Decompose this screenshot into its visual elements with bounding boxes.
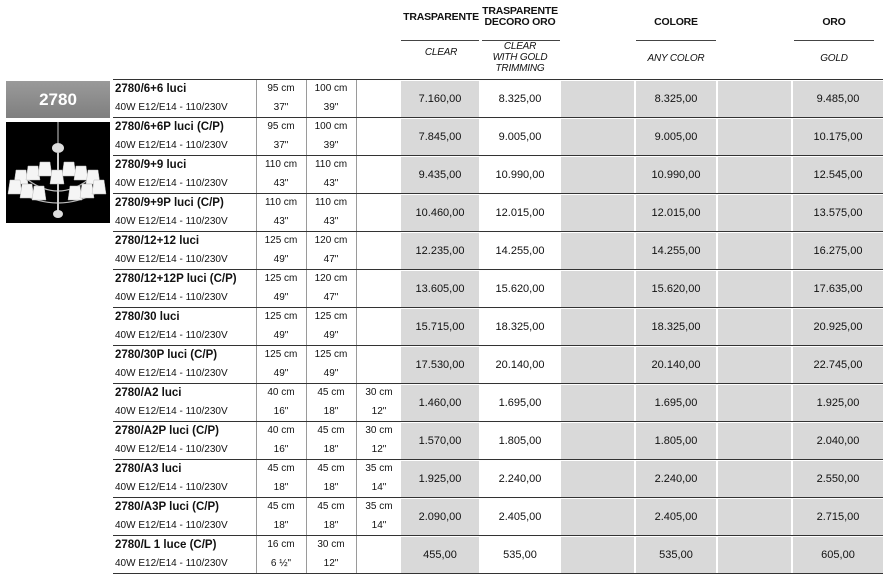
lamp-spec: 40W E12/E14 - 110/230V [115,444,228,455]
depth-in: 12" [371,444,387,455]
column-divider [306,384,307,422]
model-name: 2780/12+12P luci (C/P) [115,273,237,285]
depth-in: 14" [371,482,387,493]
diameter-in: 49" [273,330,289,341]
table-row [113,384,883,422]
column-divider [356,346,357,384]
col-subheader-clear: CLEAR [424,47,458,58]
price-color: 1.805,00 [636,423,716,459]
table-row [113,308,883,346]
price-color: 1.695,00 [636,385,716,421]
column-divider [256,194,257,232]
height-cm: 100 cm [314,83,348,94]
column-divider [306,422,307,460]
blank-cell [561,423,634,459]
table-row [113,422,883,460]
blank-cell [718,385,791,421]
col-subheader-clear-gold: CLEAR WITH GOLD TRIMMING [492,41,548,74]
blank-cell [718,271,791,307]
diameter-in: 49" [273,368,289,379]
depth-in: 12" [371,406,387,417]
model-name: 2780/9+9P luci (C/P) [115,197,224,209]
blank-cell [718,309,791,345]
price-clear-gold: 12.015,00 [481,195,559,231]
col-header-gold: ORO [822,16,846,28]
diameter-in: 16" [273,444,289,455]
column-divider [356,80,357,118]
price-gold: 12.545,00 [793,157,883,193]
column-divider [256,270,257,308]
column-divider [256,156,257,194]
price-clear-gold: 10.990,00 [481,157,559,193]
height-cm: 125 cm [314,311,348,322]
price-gold: 20.925,00 [793,309,883,345]
height-cm: 125 cm [314,349,348,360]
height-in: 18" [323,482,339,493]
column-divider [256,536,257,574]
depth-cm: 30 cm [365,425,393,436]
price-clear: 1.460,00 [401,385,479,421]
price-clear-gold: 1.695,00 [481,385,559,421]
blank-cell [561,119,634,155]
diameter-cm: 125 cm [264,349,298,360]
height-in: 43" [323,216,339,227]
price-clear-gold: 18.325,00 [481,309,559,345]
height-cm: 45 cm [317,387,345,398]
table-row [113,118,883,156]
diameter-cm: 110 cm [264,159,298,170]
price-clear: 17.530,00 [401,347,479,383]
diameter-cm: 125 cm [264,235,298,246]
price-color: 2.405,00 [636,499,716,535]
table-row [113,156,883,194]
blank-cell [561,309,634,345]
column-divider [306,270,307,308]
column-divider [356,232,357,270]
column-divider [356,536,357,574]
price-color: 9.005,00 [636,119,716,155]
lamp-spec: 40W E12/E14 - 110/230V [115,178,228,189]
model-name: 2780/9+9 luci [115,159,187,171]
depth-in: 14" [371,520,387,531]
diameter-cm: 125 cm [264,273,298,284]
price-clear: 7.160,00 [401,81,479,117]
price-gold: 17.635,00 [793,271,883,307]
column-divider [256,460,257,498]
height-cm: 120 cm [314,273,348,284]
blank-cell [561,537,634,573]
header-rule [794,40,874,41]
lamp-spec: 40W E12/E14 - 110/230V [115,292,228,303]
col-header-clear: TRASPARENTE [403,11,479,23]
diameter-cm: 125 cm [264,311,298,322]
lamp-spec: 40W E12/E14 - 110/230V [115,140,228,151]
diameter-cm: 45 cm [267,501,295,512]
column-divider [256,498,257,536]
height-in: 18" [323,520,339,531]
column-divider [306,194,307,232]
price-gold: 1.925,00 [793,385,883,421]
blank-cell [561,81,634,117]
diameter-in: 16" [273,406,289,417]
row-rule [113,573,883,574]
price-clear-gold: 9.005,00 [481,119,559,155]
blank-cell [561,385,634,421]
table-row [113,498,883,536]
blank-cell [718,347,791,383]
lamp-spec: 40W E12/E14 - 110/230V [115,254,228,265]
blank-cell [718,537,791,573]
price-clear: 2.090,00 [401,499,479,535]
price-gold: 9.485,00 [793,81,883,117]
col-header-clear-gold: TRASPARENTE DECORO ORO [482,5,558,28]
model-name: 2780/6+6 luci [115,83,187,95]
height-in: 18" [323,444,339,455]
column-divider [356,118,357,156]
chandelier-image [6,122,110,223]
price-gold: 2.550,00 [793,461,883,497]
header-rule [636,40,716,41]
price-clear-gold: 535,00 [481,537,559,573]
price-color: 2.240,00 [636,461,716,497]
height-cm: 120 cm [314,235,348,246]
price-color: 14.255,00 [636,233,716,269]
chandelier-photo [6,122,110,223]
model-name: 2780/A3 luci [115,463,182,475]
price-clear-gold: 1.805,00 [481,423,559,459]
model-name: 2780/A2P luci (C/P) [115,425,219,437]
table-row [113,80,883,118]
diameter-in: 49" [273,254,289,265]
height-cm: 30 cm [317,539,345,550]
blank-cell [718,81,791,117]
table-row [113,536,883,574]
model-name: 2780/6+6P luci (C/P) [115,121,224,133]
model-name: 2780/A3P luci (C/P) [115,501,219,513]
column-divider [256,384,257,422]
price-color: 12.015,00 [636,195,716,231]
lamp-spec: 40W E12/E14 - 110/230V [115,482,228,493]
blank-cell [561,233,634,269]
price-color: 535,00 [636,537,716,573]
lamp-spec: 40W E12/E14 - 110/230V [115,368,228,379]
diameter-cm: 110 cm [264,197,298,208]
height-in: 18" [323,406,339,417]
price-clear: 15.715,00 [401,309,479,345]
price-gold: 2.040,00 [793,423,883,459]
diameter-in: 43" [273,178,289,189]
header-rule [401,40,479,41]
diameter-in: 37" [273,102,289,113]
diameter-cm: 16 cm [267,539,295,550]
height-cm: 110 cm [314,197,348,208]
diameter-in: 18" [273,482,289,493]
column-divider [256,422,257,460]
price-clear-gold: 2.240,00 [481,461,559,497]
column-divider [256,118,257,156]
height-cm: 45 cm [317,501,345,512]
price-color: 8.325,00 [636,81,716,117]
column-divider [306,498,307,536]
price-gold: 2.715,00 [793,499,883,535]
blank-cell [718,157,791,193]
price-clear-gold: 2.405,00 [481,499,559,535]
price-gold: 22.745,00 [793,347,883,383]
price-gold: 10.175,00 [793,119,883,155]
height-in: 39" [323,102,339,113]
price-clear: 1.925,00 [401,461,479,497]
price-clear: 455,00 [401,537,479,573]
table-row [113,346,883,384]
product-code-badge [6,81,110,118]
diameter-in: 49" [273,292,289,303]
height-in: 12" [323,558,339,569]
column-divider [356,194,357,232]
depth-cm: 35 cm [365,463,393,474]
column-divider [256,308,257,346]
price-clear: 12.235,00 [401,233,479,269]
table-row [113,270,883,308]
diameter-cm: 40 cm [267,425,295,436]
price-color: 18.325,00 [636,309,716,345]
price-clear-gold: 20.140,00 [481,347,559,383]
price-clear: 9.435,00 [401,157,479,193]
price-clear: 13.605,00 [401,271,479,307]
price-color: 10.990,00 [636,157,716,193]
blank-cell [561,499,634,535]
blank-cell [718,233,791,269]
column-divider [306,156,307,194]
height-cm: 110 cm [314,159,348,170]
blank-cell [561,347,634,383]
column-divider [256,232,257,270]
lamp-spec: 40W E12/E14 - 110/230V [115,216,228,227]
price-color: 20.140,00 [636,347,716,383]
diameter-cm: 95 cm [267,121,295,132]
height-cm: 100 cm [314,121,348,132]
column-divider [256,346,257,384]
column-divider [306,80,307,118]
column-divider [306,536,307,574]
height-in: 47" [323,254,339,265]
diameter-in: 6 ½" [270,558,292,569]
height-cm: 45 cm [317,463,345,474]
depth-cm: 35 cm [365,501,393,512]
column-divider [356,156,357,194]
price-clear: 1.570,00 [401,423,479,459]
column-divider [356,270,357,308]
col-header-color: COLORE [654,16,698,28]
product-code: 2780 [39,89,77,109]
model-name: 2780/L 1 luce (C/P) [115,539,217,551]
price-gold: 605,00 [793,537,883,573]
diameter-in: 43" [273,216,289,227]
price-clear-gold: 8.325,00 [481,81,559,117]
column-divider [306,346,307,384]
price-clear-gold: 14.255,00 [481,233,559,269]
price-clear: 10.460,00 [401,195,479,231]
height-in: 49" [323,368,339,379]
height-in: 47" [323,292,339,303]
lamp-spec: 40W E12/E14 - 110/230V [115,558,228,569]
diameter-in: 18" [273,520,289,531]
table-row [113,460,883,498]
lamp-spec: 40W E12/E14 - 110/230V [115,102,228,113]
column-divider [306,308,307,346]
price-clear-gold: 15.620,00 [481,271,559,307]
blank-cell [561,461,634,497]
blank-cell [718,119,791,155]
model-name: 2780/A2 luci [115,387,182,399]
model-name: 2780/12+12 luci [115,235,200,247]
diameter-cm: 95 cm [267,83,295,94]
price-gold: 13.575,00 [793,195,883,231]
blank-cell [561,271,634,307]
column-divider [306,118,307,156]
lamp-spec: 40W E12/E14 - 110/230V [115,520,228,531]
lamp-spec: 40W E12/E14 - 110/230V [115,406,228,417]
diameter-cm: 45 cm [267,463,295,474]
column-divider [306,232,307,270]
column-divider [306,460,307,498]
table-row [113,232,883,270]
blank-cell [718,423,791,459]
lamp-spec: 40W E12/E14 - 110/230V [115,330,228,341]
model-name: 2780/30 luci [115,311,180,323]
col-subheader-color: ANY COLOR [647,53,705,64]
blank-cell [718,499,791,535]
col-subheader-gold: GOLD [820,53,848,64]
price-clear: 7.845,00 [401,119,479,155]
diameter-cm: 40 cm [267,387,295,398]
blank-cell [718,461,791,497]
table-row [113,194,883,232]
blank-cell [561,157,634,193]
height-in: 43" [323,178,339,189]
column-divider [356,308,357,346]
height-in: 39" [323,140,339,151]
column-divider [256,80,257,118]
price-gold: 16.275,00 [793,233,883,269]
depth-cm: 30 cm [365,387,393,398]
diameter-in: 37" [273,140,289,151]
blank-cell [718,195,791,231]
model-name: 2780/30P luci (C/P) [115,349,218,361]
height-cm: 45 cm [317,425,345,436]
blank-cell [561,195,634,231]
price-color: 15.620,00 [636,271,716,307]
height-in: 49" [323,330,339,341]
